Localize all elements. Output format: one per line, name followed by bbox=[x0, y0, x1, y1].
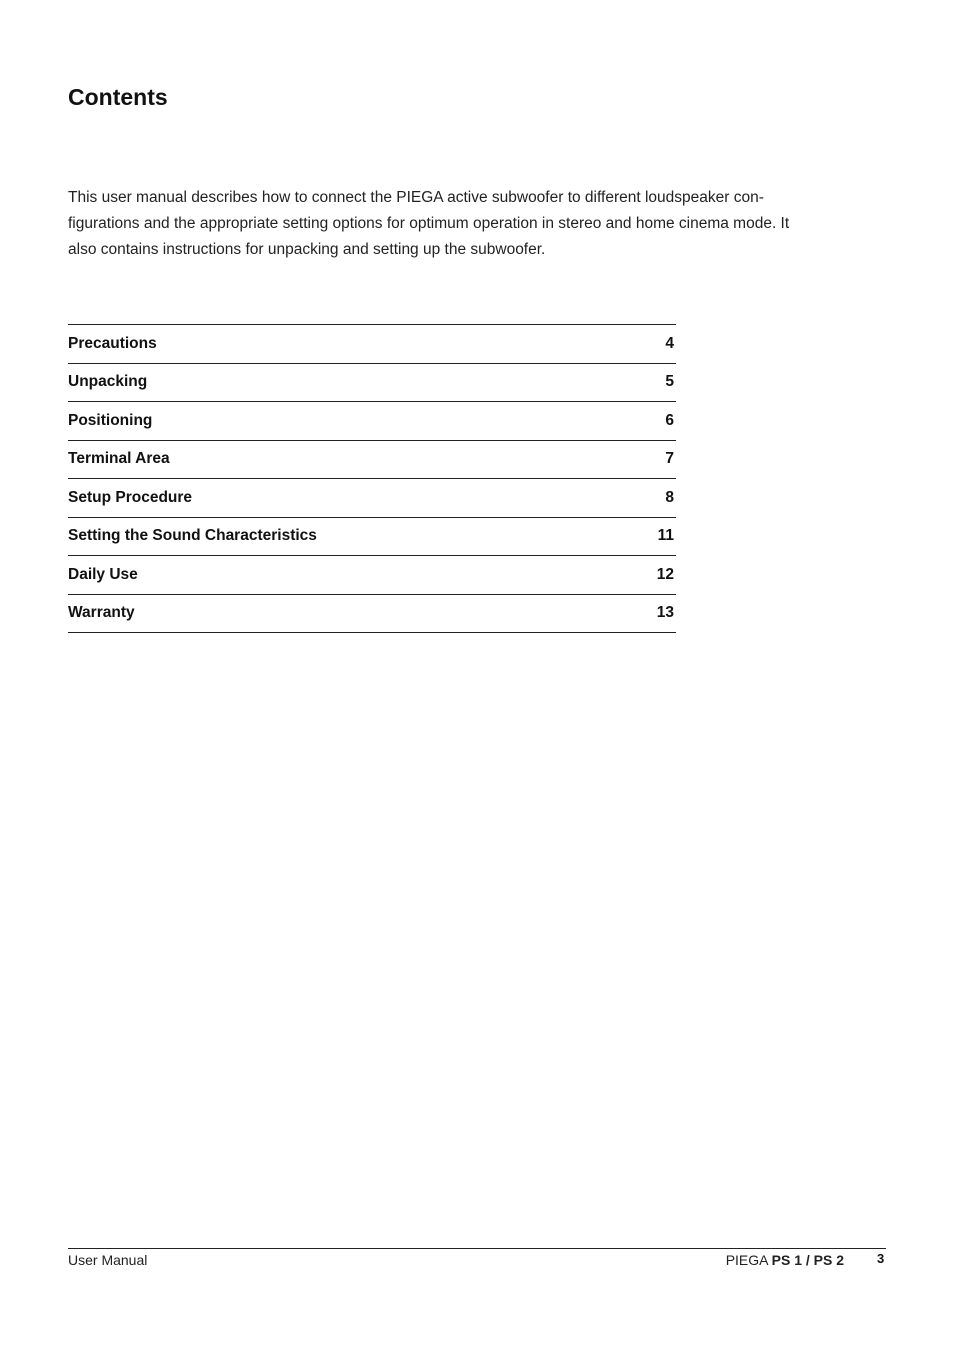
toc-entry-precautions[interactable] bbox=[68, 325, 676, 364]
footer-product bbox=[726, 1252, 844, 1268]
toc-entry-positioning[interactable] bbox=[68, 402, 676, 441]
toc-entry-setup-procedure[interactable] bbox=[68, 479, 676, 518]
footer-model-name: PS 1 / PS 2 bbox=[771, 1252, 844, 1268]
toc-entry-page: 11 bbox=[657, 527, 674, 545]
intro-line: also contains instructions for unpacking and setting up the subwoofer. bbox=[68, 241, 546, 258]
toc-entry-page: 8 bbox=[665, 488, 674, 506]
toc-entry-page: 12 bbox=[656, 565, 674, 583]
toc-entry-page: 6 bbox=[665, 411, 674, 429]
toc-entry-label: Setup Procedure bbox=[68, 488, 193, 506]
toc-entry-label: Precautions bbox=[68, 334, 157, 352]
table-of-contents bbox=[68, 324, 676, 633]
intro-paragraph bbox=[68, 185, 868, 263]
toc-entry-page: 13 bbox=[656, 604, 674, 622]
intro-line: This user manual describes how to connect the PIEGA active subwoofer to different loudspeaker con- bbox=[68, 189, 764, 206]
toc-entry-terminal-area[interactable] bbox=[68, 441, 676, 480]
footer-divider bbox=[68, 1248, 886, 1249]
toc-entry-label: Warranty bbox=[68, 604, 135, 622]
page-number: 3 bbox=[877, 1251, 885, 1266]
toc-entry-label: Positioning bbox=[68, 411, 153, 429]
footer-document-type: User Manual bbox=[68, 1252, 148, 1268]
toc-entry-label: Terminal Area bbox=[68, 450, 170, 468]
toc-entry-label: Daily Use bbox=[68, 565, 138, 583]
toc-entry-sound-characteristics[interactable] bbox=[68, 518, 676, 557]
toc-entry-page: 5 bbox=[665, 373, 674, 391]
toc-entry-unpacking[interactable] bbox=[68, 364, 676, 403]
toc-entry-daily-use[interactable] bbox=[68, 556, 676, 595]
footer-brand-name: PIEGA bbox=[725, 1252, 768, 1268]
intro-line: figurations and the appropriate setting options for optimum operation in stereo and home cinema mode. It bbox=[68, 215, 790, 232]
toc-entry-label: Setting the Sound Characteristics bbox=[68, 527, 317, 545]
page-title: Contents bbox=[68, 84, 168, 110]
toc-entry-page: 4 bbox=[665, 334, 674, 352]
toc-entry-label: Unpacking bbox=[68, 373, 148, 391]
toc-entry-warranty[interactable] bbox=[68, 595, 676, 634]
toc-entry-page: 7 bbox=[665, 450, 674, 468]
